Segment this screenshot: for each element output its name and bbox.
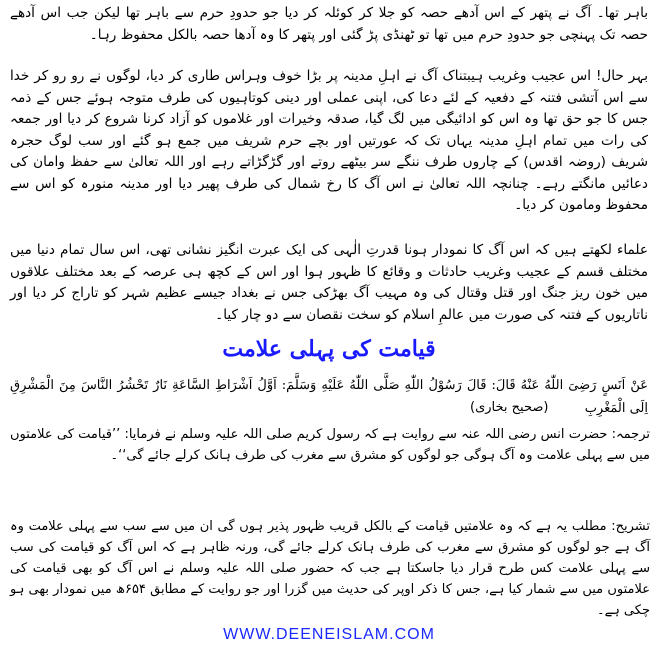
paragraph-medina-prayers: بہر حال! اس عجیب وغریب ہیبتناک آگ نے اہلِ مدینہ پر بڑا خوف وہراس طاری کر دیا، لوگوں نے رو رو کر خدا سے اس آتشی فتنہ کے دفعیہ کے لئے دعا کی، اپنی عملی اور دینی کوتاہیوں کی طرف متوجہ ہوئے جس کے ذمہ جس کا جو حق تھا وہ اس کو ادائیگی میں لگ گیا، صدقہ وخیرات اور غلاموں کو آزاد کرنا شروع کر دیا اور جمعہ کی رات میں تمام اہلِ مدینہ یہاں تک کہ عورتیں اور بچے حرم شریف میں جمع ہو گئے اور سب لوگ حجرہ شریف (روضہ اقدس) کے چاروں طرف ننگے سر بیٹھے روتے اور گڑگڑاتے رہے اور اللہ تعالیٰ سے حفظ وامان کی دعائیں مانگتے رہے۔ چنانچہ اللہ تعالیٰ نے اس آگ کا رخ شمال کی طرف پھیر دیا اور مدینہ منورہ کو اس سے محفوظ ومامون کر دیا۔ — [10, 68, 648, 213]
explanation-paragraph — [10, 516, 650, 621]
explanation-text: مطلب یہ ہے کہ وہ علامتیں قیامت کے بالکل قریب ظہور پذیر ہوں گی ان میں سے سب سے پہلی علامت وہ آگ ہے جو لوگوں کو مشرق سے مغرب کی طرف ہانک کرلے جائے گی، ورنہ ظاہر ہے کہ اس آگ کو قیامت کی سب سے پہلی علامت کس طرح قرار دیا جاسکتا ہے جب کہ حضور صلی اللہ علیہ وسلم نے اس آگ کو بھی قیامت کی علامتوں میں سے شمار کیا ہے، جس کا ذکر اوپر کی حدیث میں گزرا اور جو روایت کے مطابق ۶۵۴ھ میں نمودار بھی ہو چکی ہے۔ — [10, 519, 650, 618]
translation-label: ترجمہ: — [611, 427, 650, 442]
section-heading: قیامت کی پہلی علامت — [222, 336, 436, 362]
hadith-arabic-text: عَنْ اَنَسٍ رَضِیَ اللّٰهُ عَنْهُ قَالَ: قَالَ رَسُوْلُ اللّٰهِ صَلَّى اللّٰهُ عَلَيْهِ وَسَلَّمَ: اَوَّلُ اَشْرَاطِ السَّاعَةِ نَارٌ تَحْشُرُ النَّاسَ مِنَ الْمَشْرِقِ اِلَى الْمَغْرِبِ — [10, 378, 648, 416]
website-footer-link[interactable]: WWW.DEENEISLAM.COM — [223, 626, 435, 643]
paragraph-fire-stone: باہر تھا۔ آگ نے پتھر کے اس آدھے حصہ کو جلا کر کوئلہ کر دیا جو حدودِ حرم سے باہر تھا لیکن جب اس آدھے حصہ تک پہنچی جو حدودِ حرم میں تھا تو ٹھنڈی پڑ گئی اور پتھر کا وہ آدھا حصہ بالکل محفوظ رہا۔ — [10, 5, 648, 43]
translation-paragraph — [10, 424, 650, 466]
hadith-reference: (صحیح بخاری) — [470, 400, 549, 415]
translation-text: حضرت انس رضی اللہ عنہ سے روایت ہے کہ رسول کریم صلی اللہ علیہ وسلم نے فرمایا: ’’قیامت کی علامتوں میں سے پہلی علامت وہ آگ ہوگی جو لوگوں کو مشرق سے مغرب کی طرف ہانک کرلے جائے گی‘‘۔ — [10, 427, 650, 463]
paragraph-scholars-note: علماء لکھتے ہیں کہ اس آگ کا نمودار ہونا قدرتِ الٰہی کی ایک عبرت انگیز نشانی تھی، اس سال تمام دنیا میں مختلف قسم کے عجیب وغریب حادثات و وقائع کا ظہور ہوا اور اس کے کچھ ہی عرصہ کے بعد مختلف علاقوں میں خون ریز جنگ اور قتل وقتال کی وہ مہیب آگ بھڑکی جس نے بغداد جیسے عظیم شہر کو تاراج کر دیا اور ناتاریوں کے فتنہ کی صورت میں عالمِ اسلام کو سخت نقصان سے دو چار کیا۔ — [10, 242, 648, 323]
explanation-label: تشریح: — [611, 519, 650, 534]
